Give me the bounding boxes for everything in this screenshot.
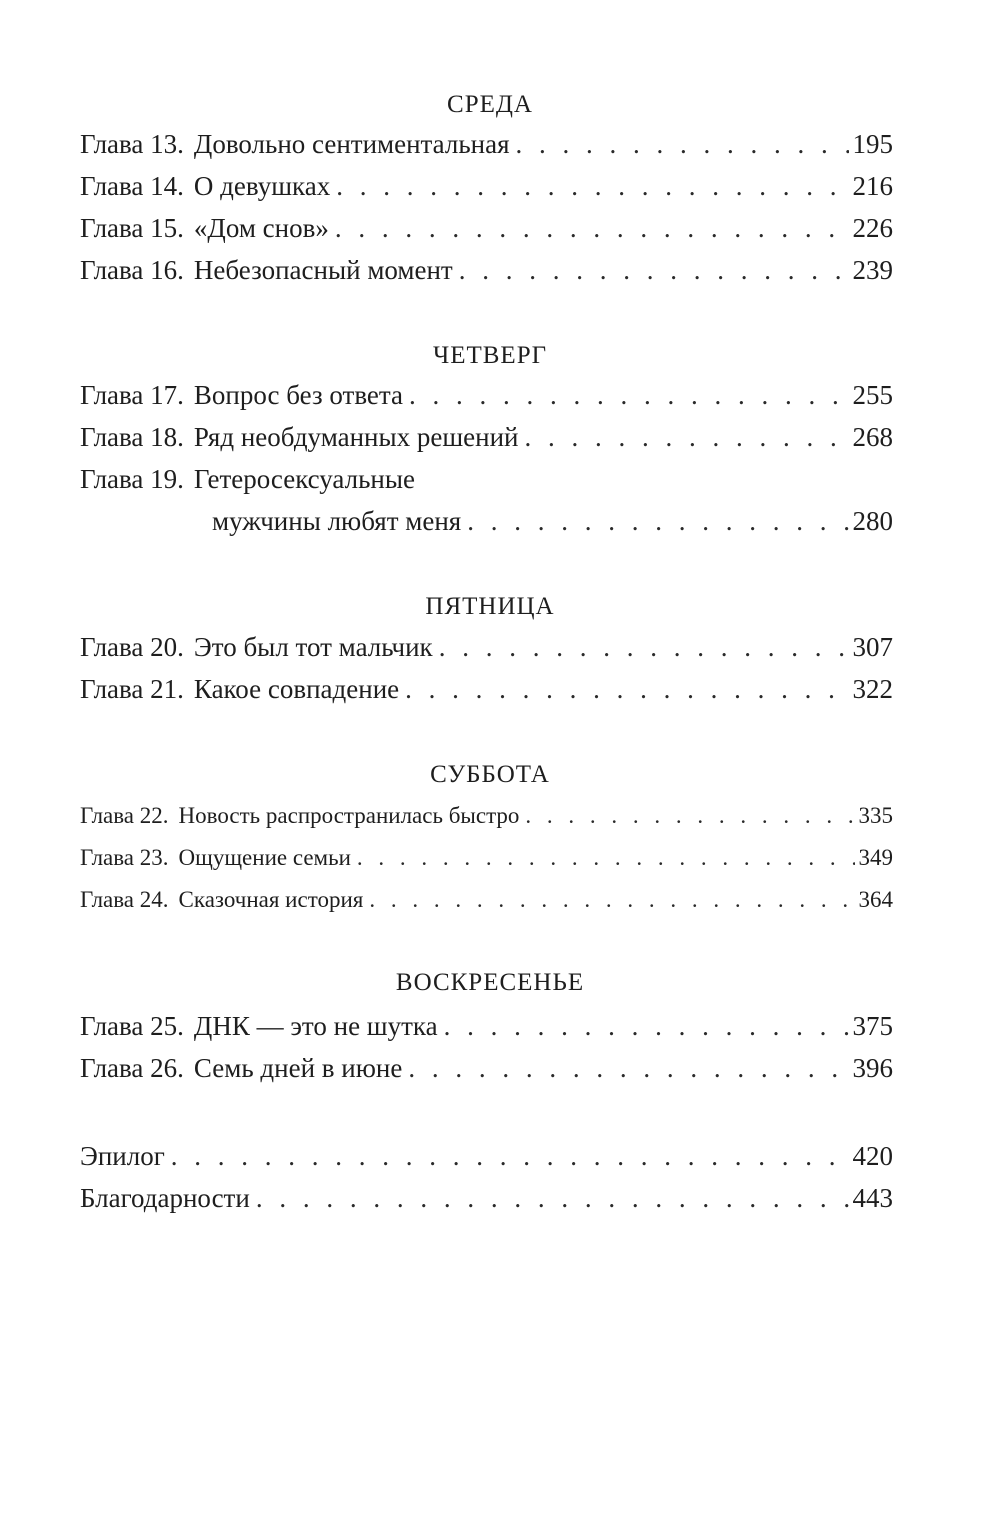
page-number: 195 [852,129,893,159]
toc-entry-chapter-22[interactable] [80,801,893,831]
leader-dots [444,1009,849,1043]
leader-dots [524,420,848,454]
chapter-number: Глава 25. [80,1011,184,1041]
chapter-title: Гетеросексуальные [193,464,416,494]
toc-entry-chapter-17[interactable] [80,378,893,412]
section-heading-wednesday: СРЕДА [447,91,533,118]
page-number: 226 [852,213,893,243]
toc-entry-chapter-19-continuation[interactable] [212,504,893,538]
chapter-title: О девушках [193,171,331,201]
chapter-title: Какое совпадение [193,674,400,704]
chapter-number: Глава 22. [80,803,169,828]
page-number: 307 [852,632,893,662]
chapter-number: Глава 18. [80,422,184,452]
page-number: 239 [852,255,893,285]
page-number: 280 [852,506,893,536]
chapter-title: ДНК — это не шутка [193,1011,438,1041]
chapter-number: Глава 15. [80,213,184,243]
page-number: 255 [852,380,893,410]
chapter-number: Глава 17. [80,380,184,410]
chapter-title: Это был тот мальчик [193,632,433,662]
page-number: 322 [852,674,893,704]
page-number: 420 [852,1141,893,1171]
leader-dots [405,672,848,706]
leader-dots [369,885,854,915]
chapter-title: Довольно сентиментальная [193,129,510,159]
section-heading-sunday: ВОСКРЕСЕНЬЕ [395,969,585,996]
page-number: 396 [852,1053,893,1083]
toc-entry-chapter-16[interactable] [80,253,893,287]
toc-entry-chapter-26[interactable] [80,1051,893,1085]
chapter-title: «Дом снов» [193,213,329,243]
leader-dots [408,1051,848,1085]
chapter-title: Ощущение семьи [178,845,351,870]
toc-entry-acknowledgements[interactable] [80,1181,893,1215]
leader-dots [467,504,848,538]
chapter-number: Глава 19. [80,464,184,494]
entry-title: Благодарности [80,1183,250,1213]
leader-dots [409,378,848,412]
leader-dots [335,211,849,245]
chapter-title: Сказочная история [178,887,364,912]
page-number: 364 [858,887,893,912]
toc-entry-chapter-25[interactable] [80,1009,893,1043]
toc-entry-epilogue[interactable] [80,1139,893,1173]
toc-entry-chapter-19[interactable] [80,462,893,496]
leader-dots [256,1181,849,1215]
toc-entry-chapter-24[interactable] [80,885,893,915]
toc-entry-chapter-13[interactable] [80,127,893,161]
chapter-title: Вопрос без ответа [193,380,404,410]
leader-dots [357,843,855,873]
toc-entry-chapter-14[interactable] [80,169,893,203]
leader-dots [459,253,849,287]
chapter-number: Глава 23. [80,845,169,870]
chapter-number: Глава 24. [80,887,169,912]
chapter-number: Глава 14. [80,171,184,201]
leader-dots [439,630,849,664]
chapter-number: Глава 21. [80,674,184,704]
toc-entry-chapter-18[interactable] [80,420,893,454]
leader-dots [171,1139,849,1173]
chapter-title: Новость распространилась быстро [178,803,520,828]
toc-entry-chapter-20[interactable] [80,630,893,664]
page-number: 216 [852,171,893,201]
toc-entry-chapter-23[interactable] [80,843,893,873]
chapter-title-continuation: мужчины любят меня [212,506,462,536]
chapter-number: Глава 13. [80,129,184,159]
chapter-number: Глава 26. [80,1053,184,1083]
section-heading-saturday: СУББОТА [430,761,550,788]
entry-title: Эпилог [80,1141,165,1171]
section-heading-thursday: ЧЕТВЕРГ [432,342,548,369]
chapter-title: Семь дней в июне [193,1053,403,1083]
toc-entry-chapter-21[interactable] [80,672,893,706]
chapter-title: Ряд необдуманных решений [193,422,519,452]
page-number: 349 [858,845,893,870]
chapter-title: Небезопасный момент [193,255,453,285]
chapter-number: Глава 20. [80,632,184,662]
leader-dots [516,127,849,161]
leader-dots [525,801,854,831]
page-number: 443 [852,1183,893,1213]
section-heading-friday: ПЯТНИЦА [425,593,555,620]
chapter-number: Глава 16. [80,255,184,285]
page-number: 375 [852,1011,893,1041]
toc-entry-chapter-15[interactable] [80,211,893,245]
page-number: 268 [852,422,893,452]
leader-dots [336,169,848,203]
page-number: 335 [858,803,893,828]
